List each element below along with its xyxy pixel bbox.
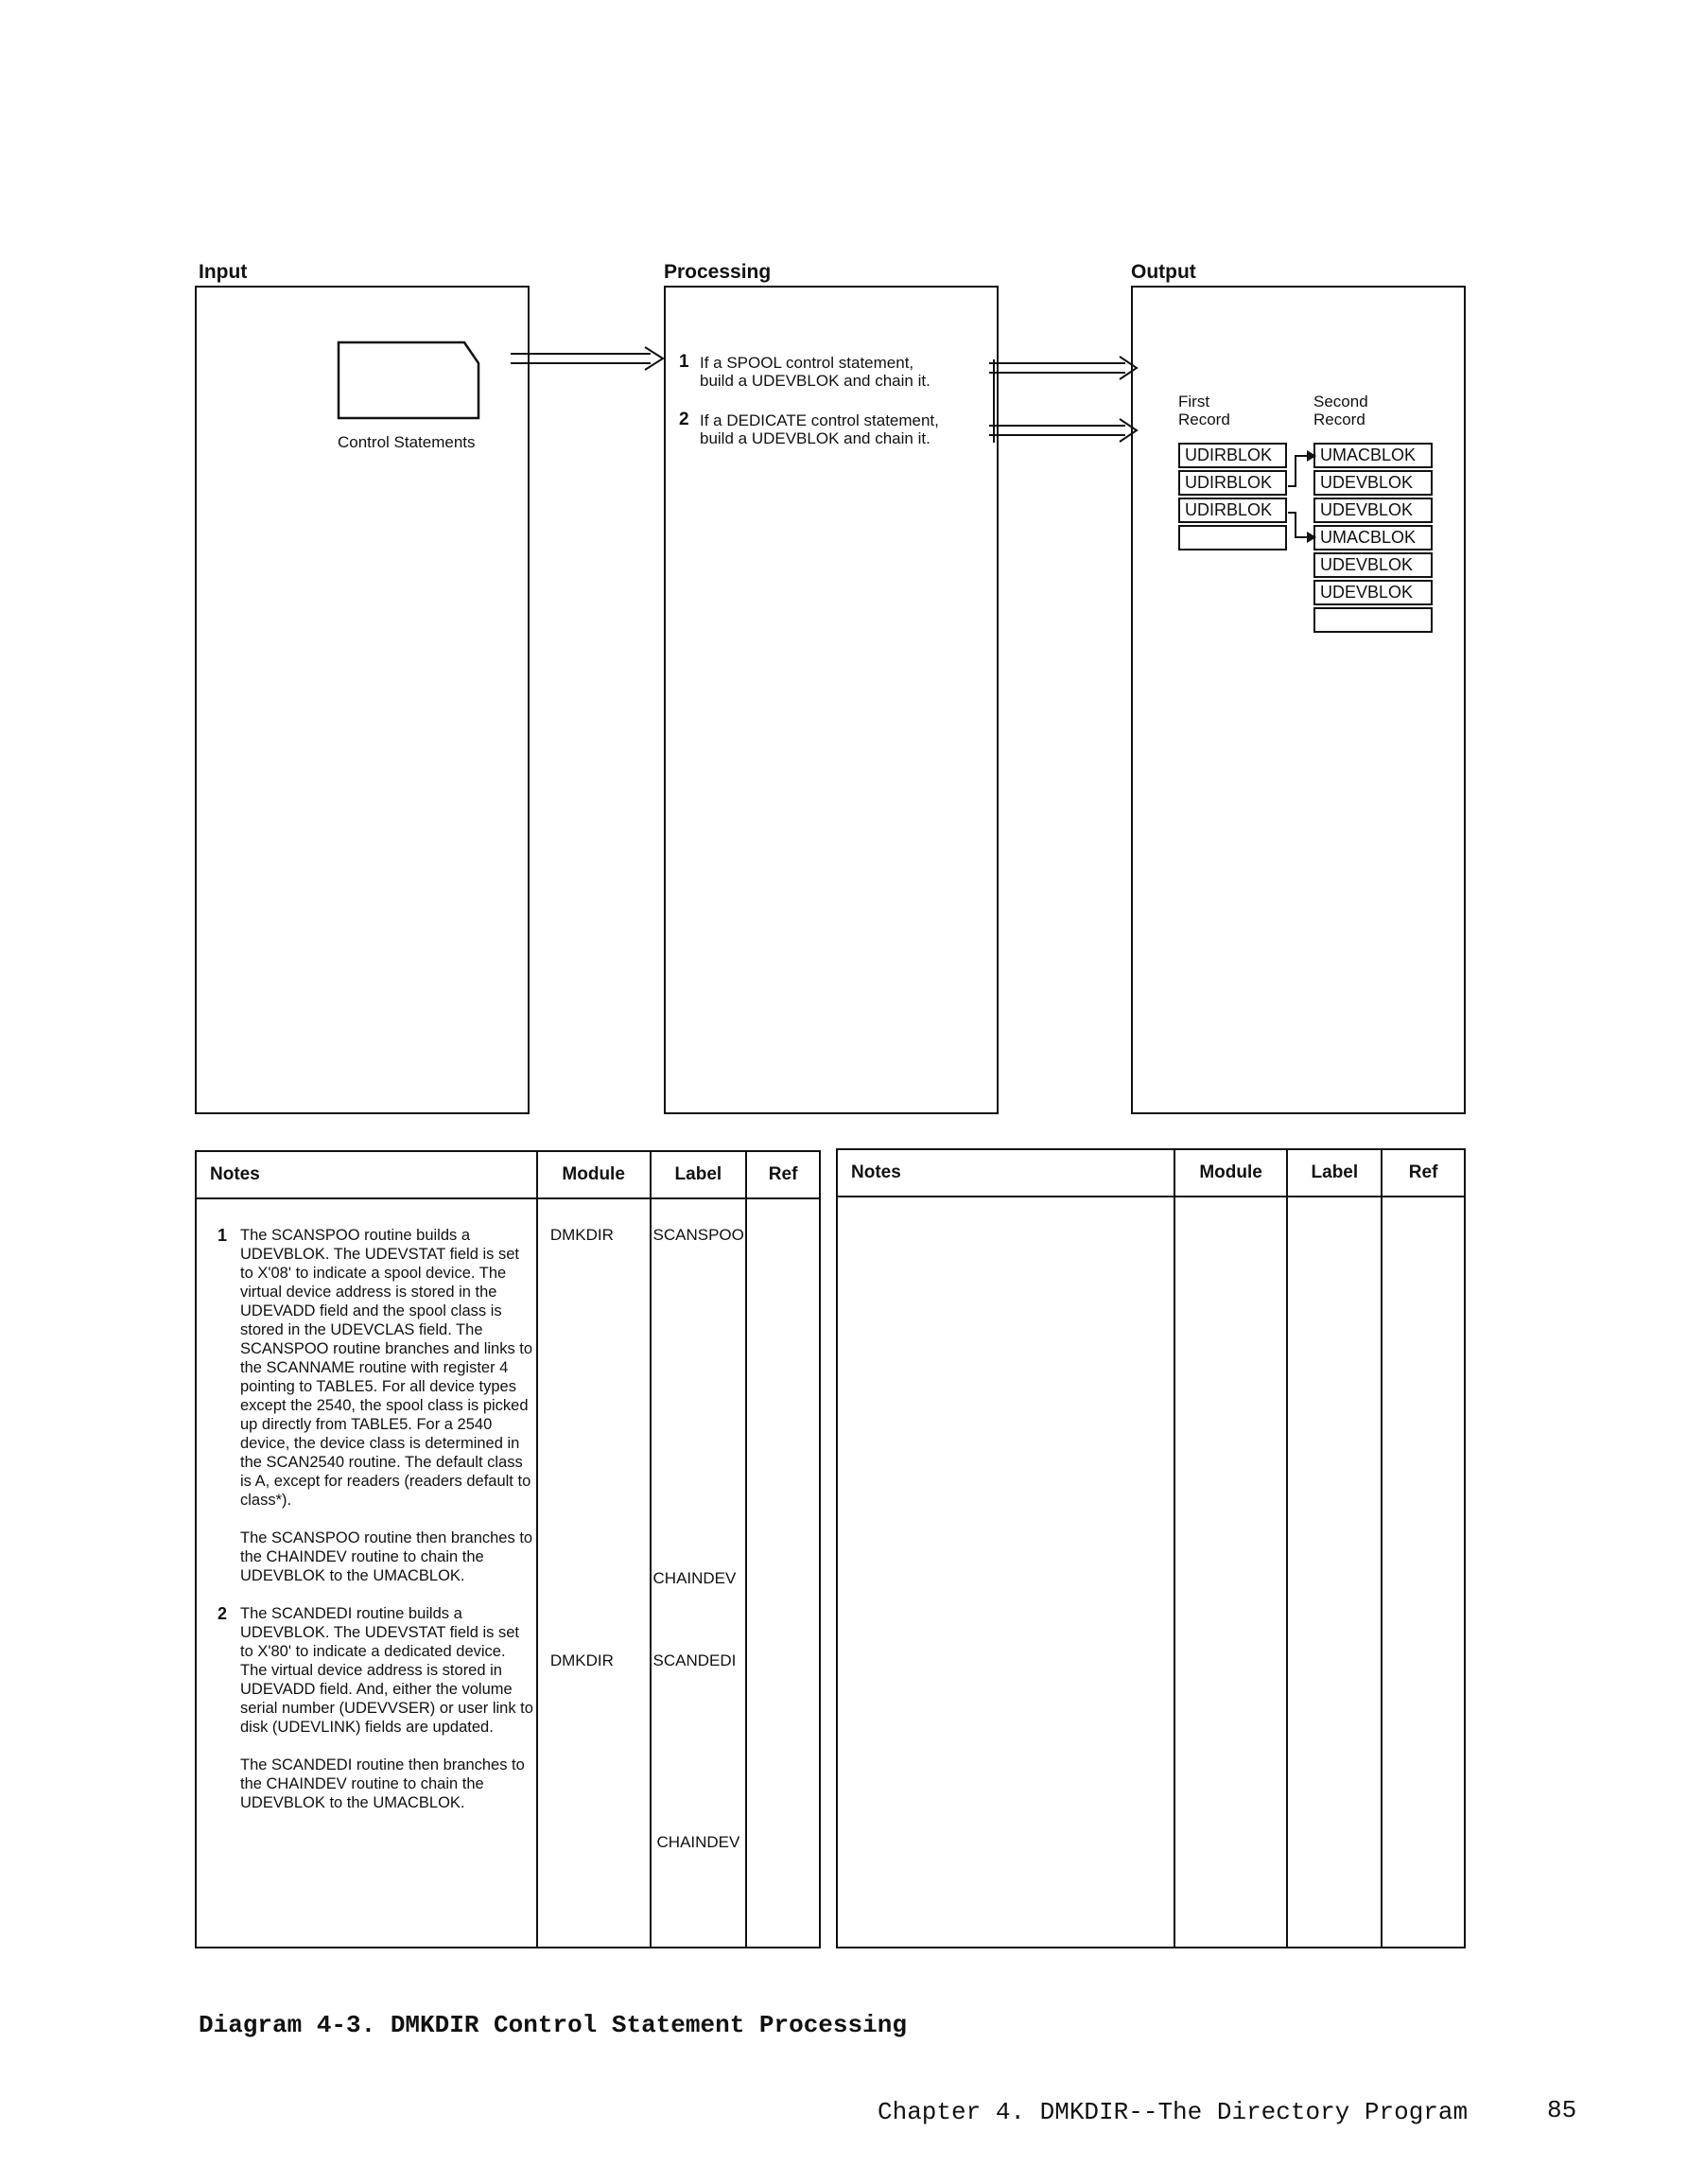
label-value: SCANSPOO xyxy=(652,1226,744,1244)
label-header: Label xyxy=(651,1151,747,1198)
note-entry-2 xyxy=(197,1604,536,1812)
ref-header: Ref xyxy=(1382,1149,1465,1197)
notes-table xyxy=(195,1150,821,1948)
processing-panel xyxy=(664,286,999,1114)
first-record-label: First Record xyxy=(1178,393,1230,428)
first-record-block xyxy=(1178,525,1287,550)
chain-connector-lines xyxy=(1286,445,1318,558)
second-record-block: UDEVBLOK xyxy=(1313,498,1433,523)
second-record-block: UDEVBLOK xyxy=(1313,580,1433,605)
notes-cell xyxy=(837,1197,1174,1948)
diagram-caption: Diagram 4-3. DMKDIR Control Statement Processing xyxy=(199,2011,907,2039)
note-paragraph: The SCANSPOO routine builds a UDEVBLOK. The UDEVSTAT field is set to X'08' to indicate a spool device. The virtual device address is stored in the UDEVADD field and the spool class is stored in the UDEVCLAS field. The SCANSPOO routine branches and links to the SCANNAME routine with register 4 pointing to TABLE5. For all device types except the 2540, the spool class is picked up directly from TABLE5. For a 2540 device, the device class is determined in the SCAN2540 routine. The default class is A, except for readers (readers default to class*). xyxy=(240,1227,533,1509)
note-number: 2 xyxy=(217,1604,228,1623)
label-header: Label xyxy=(1287,1149,1382,1197)
notes-table-right xyxy=(836,1148,1466,1948)
module-header: Module xyxy=(1174,1149,1288,1197)
note-number: 1 xyxy=(217,1226,228,1245)
module-cell xyxy=(537,1198,651,1948)
step-line: If a DEDICATE control statement, xyxy=(700,411,939,429)
label-cell xyxy=(651,1198,747,1948)
step-line: build a UDEVBLOK and chain it. xyxy=(700,372,930,390)
second-record-block: UDEVBLOK xyxy=(1313,470,1433,496)
label-cell xyxy=(1287,1197,1382,1948)
processing-to-output-arrow-2 xyxy=(987,416,1139,445)
note-paragraph: The SCANDEDI routine then branches to the CHAINDEV routine to chain the UDEVBLOK to the UMACBLOK. xyxy=(240,1756,525,1811)
punch-card-icon xyxy=(337,341,480,420)
second-record-block: UMACBLOK xyxy=(1313,525,1433,550)
note-entry-1 xyxy=(197,1226,536,1585)
label-value: SCANDEDI xyxy=(652,1651,737,1669)
ref-cell xyxy=(1382,1197,1465,1948)
step-number: 2 xyxy=(679,410,689,429)
module-header: Module xyxy=(537,1151,651,1198)
processing-header: Processing xyxy=(664,261,772,283)
step-line: If a SPOOL control statement, xyxy=(700,354,914,372)
second-record-block: UMACBLOK xyxy=(1313,443,1433,468)
second-record-label: Second Record xyxy=(1313,393,1368,428)
first-record-block: UDIRBLOK xyxy=(1178,443,1287,468)
ref-header: Ref xyxy=(746,1151,820,1198)
note-paragraph: The SCANDEDI routine builds a UDEVBLOK. The UDEVSTAT field is set to X'80' to indicate a dedicated device. The virtual device address is stored in UDEVADD field. And, either the volume serial number (UDEVVSER) or user link to disk (UDEVLINK) fields are updated. xyxy=(240,1605,533,1736)
label-value: CHAINDEV xyxy=(652,1569,737,1587)
running-head: Chapter 4. DMKDIR--The Directory Program xyxy=(878,2098,1469,2126)
module-value: DMKDIR xyxy=(549,1226,614,1244)
second-record-block: UDEVBLOK xyxy=(1313,552,1433,578)
ref-cell xyxy=(746,1198,820,1948)
first-record-block: UDIRBLOK xyxy=(1178,498,1287,523)
label-value: CHAINDEV xyxy=(656,1833,740,1851)
notes-header: Notes xyxy=(196,1151,537,1198)
input-header: Input xyxy=(199,261,248,283)
output-header: Output xyxy=(1131,261,1196,283)
notes-cell xyxy=(196,1198,537,1948)
step-number: 1 xyxy=(679,352,689,372)
module-value: DMKDIR xyxy=(549,1651,614,1669)
notes-header: Notes xyxy=(837,1149,1174,1197)
second-record-block xyxy=(1313,607,1433,633)
control-statements-caption: Control Statements xyxy=(338,433,476,451)
first-record-block: UDIRBLOK xyxy=(1178,470,1287,496)
module-cell xyxy=(1174,1197,1288,1948)
step-line: build a UDEVBLOK and chain it. xyxy=(700,429,930,447)
note-paragraph: The SCANSPOO routine then branches to the CHAINDEV routine to chain the UDEVBLOK to the UMACBLOK. xyxy=(240,1529,533,1584)
input-to-processing-arrow xyxy=(509,344,666,373)
page-number: 85 xyxy=(1547,2096,1577,2124)
processing-to-output-arrow-1 xyxy=(987,354,1139,382)
